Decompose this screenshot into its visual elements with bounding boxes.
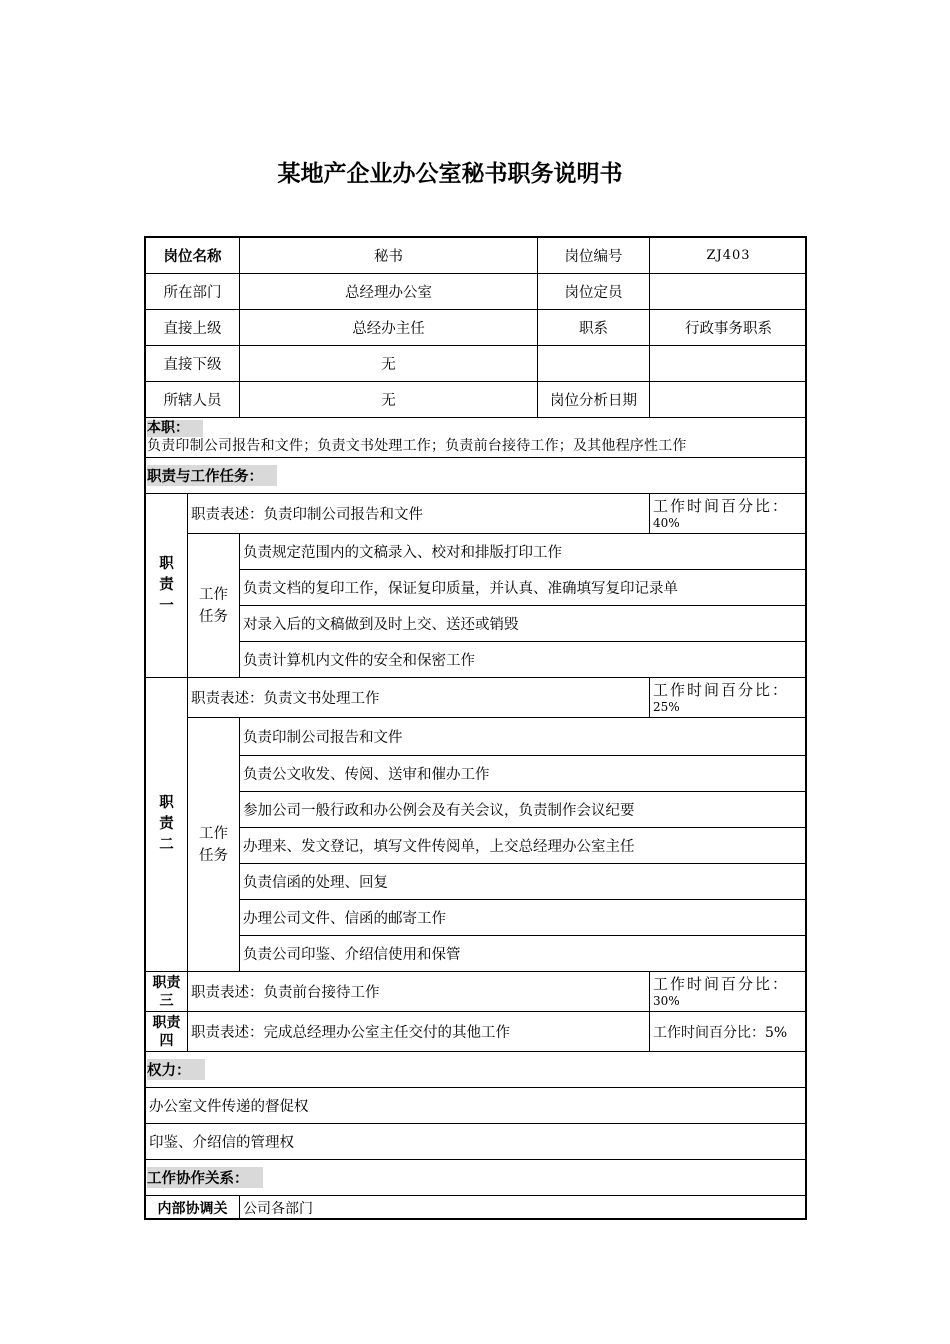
quota-label: 岗位定员 [538, 274, 650, 310]
power-item: 办公室文件传递的督促权 [146, 1088, 807, 1124]
blank-cell [650, 346, 807, 382]
subordinate-label: 直接下级 [146, 346, 240, 382]
duty-3-pct: 工作时间百分比： 30% [650, 972, 807, 1012]
duty-1-name: 职 责 一 [146, 494, 188, 678]
post-name-label: 岗位名称 [146, 238, 240, 274]
post-name-value: 秘书 [240, 238, 538, 274]
duty-4-name: 职责 四 [146, 1012, 188, 1052]
duty-2-desc: 职责表述：负责文书处理工作 [188, 678, 650, 718]
staff-label: 所辖人员 [146, 382, 240, 418]
internal-coop-label: 内部协调关 [146, 1196, 240, 1220]
internal-coop-value: 公司各部门 [243, 1201, 313, 1217]
duty-1-pct: 工作时间百分比： 40% [650, 494, 807, 534]
superior-value: 总经办主任 [240, 310, 538, 346]
power-item: 印鉴、介绍信的管理权 [146, 1124, 807, 1160]
power-header [146, 1052, 807, 1088]
summary-section [146, 418, 807, 458]
duty-2-task: 参加公司一般行政和办公例会及有关会议，负责制作会议纪要 [240, 792, 807, 828]
dept-label: 所在部门 [146, 274, 240, 310]
series-value: 行政事务职系 [650, 310, 807, 346]
duty-2-name: 职 责 二 [146, 678, 188, 972]
power-label: 权力： [147, 1059, 205, 1080]
cooperation-header [146, 1160, 807, 1196]
superior-label: 直接上级 [146, 310, 240, 346]
summary-text: 负责印制公司报告和文件；负责文书处理工作；负责前台接待工作；及其他程序性工作 [147, 438, 687, 454]
staff-value: 无 [240, 382, 538, 418]
analysis-date-label: 岗位分析日期 [538, 382, 650, 418]
duty-1-task-label: 工作 任务 [188, 534, 240, 678]
duty-2-task: 负责公司印鉴、介绍信使用和保管 [240, 936, 807, 972]
duty-1-task: 负责文档的复印工作，保证复印质量，并认真、准确填写复印记录单 [240, 570, 807, 606]
duty-2-task: 办理来、发文登记，填写文件传阅单，上交总经理办公室主任 [240, 828, 807, 864]
duty-1-task: 负责规定范围内的文稿录入、校对和排版打印工作 [240, 534, 807, 570]
analysis-date-value [650, 382, 807, 418]
job-description-table [144, 236, 807, 1220]
duty-2-task: 负责印制公司报告和文件 [240, 718, 807, 756]
summary-label: 本职： [147, 420, 203, 437]
duty-3-desc: 职责表述：负责前台接待工作 [188, 972, 650, 1012]
quota-value [650, 274, 807, 310]
duty-4-pct: 工作时间百分比：5% [650, 1012, 807, 1052]
subordinate-value: 无 [240, 346, 538, 382]
duty-1-desc: 职责表述：负责印制公司报告和文件 [188, 494, 650, 534]
post-no-value: ZJ403 [650, 238, 807, 274]
series-label: 职系 [538, 310, 650, 346]
blank-cell [538, 346, 650, 382]
duty-2-task: 负责信函的处理、回复 [240, 864, 807, 900]
duties-label: 职责与工作任务： [147, 465, 277, 486]
cooperation-label: 工作协作关系： [147, 1167, 263, 1188]
duty-2-pct: 工作时间百分比： 25% [650, 678, 807, 718]
duty-1-task: 负责计算机内文件的安全和保密工作 [240, 642, 807, 678]
duty-2-task-label: 工作 任务 [188, 718, 240, 972]
duty-2-task: 办理公司文件、信函的邮寄工作 [240, 900, 807, 936]
duties-header [146, 458, 807, 494]
post-no-label: 岗位编号 [538, 238, 650, 274]
duty-3-name: 职责 三 [146, 972, 188, 1012]
dept-value: 总经理办公室 [240, 274, 538, 310]
page-title: 某地产企业办公室秘书职务说明书 [277, 161, 623, 187]
duty-2-task: 负责公文收发、传阅、送审和催办工作 [240, 756, 807, 792]
duty-4-desc: 职责表述：完成总经理办公室主任交付的其他工作 [188, 1012, 650, 1052]
duty-1-task: 对录入后的文稿做到及时上交、送还或销毁 [240, 606, 807, 642]
